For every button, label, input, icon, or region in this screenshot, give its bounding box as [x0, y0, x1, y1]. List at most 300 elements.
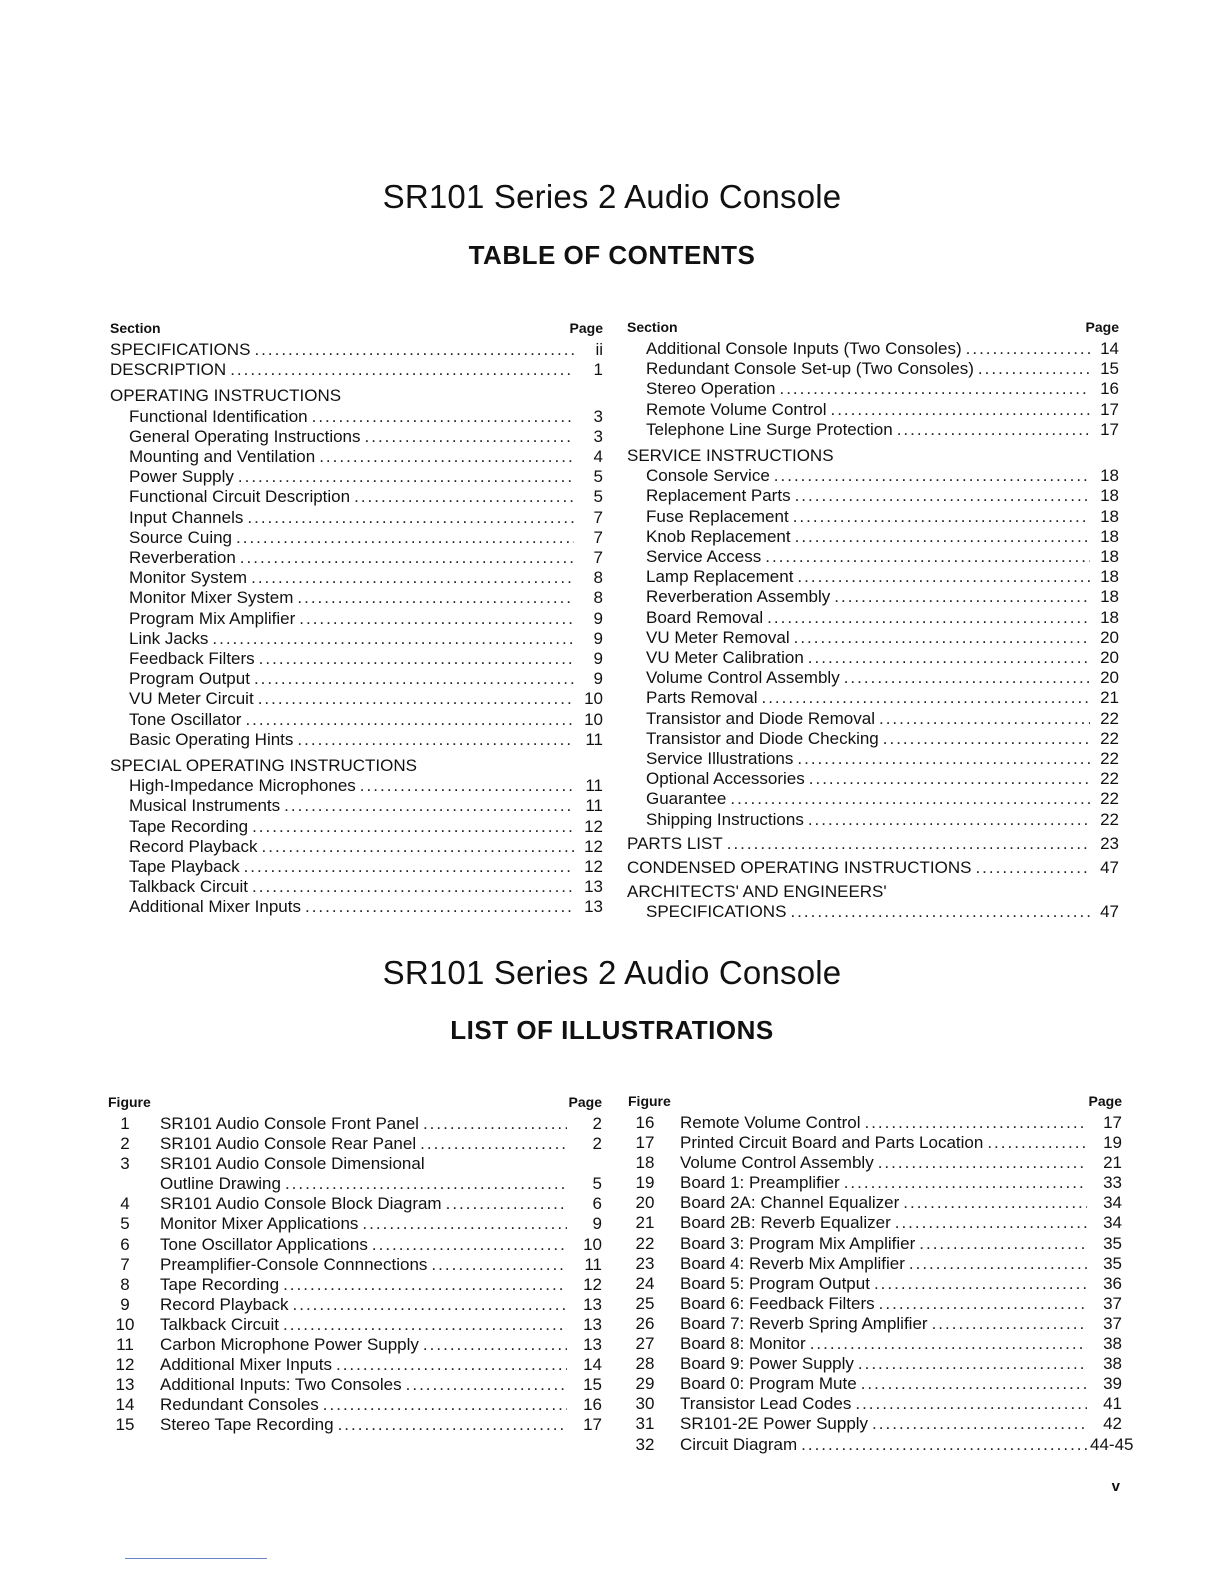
toc-entry	[110, 877, 603, 897]
figure-page: 17	[583, 1415, 602, 1435]
dot-leader	[362, 1214, 567, 1234]
toc-entry-title: SPECIAL OPERATING INSTRUCTIONS	[110, 756, 417, 776]
toc-entry-title: Stereo Operation	[646, 379, 776, 399]
toc-entry-title: ARCHITECTS' AND ENGINEERS'	[627, 882, 887, 902]
figure-page: 41	[1103, 1394, 1122, 1414]
figure-entry	[628, 1434, 1134, 1455]
toc-entry-page: 18	[1100, 547, 1119, 567]
dot-leader	[297, 730, 574, 750]
toc-entry-title: Additional Console Inputs (Two Consoles)	[646, 339, 962, 358]
dot-leader	[855, 1394, 1087, 1414]
dot-leader	[834, 587, 1090, 607]
figure-title: Volume Control Assembly	[680, 1153, 874, 1173]
figure-page: 9	[592, 1214, 602, 1234]
figure-number: 6	[120, 1234, 130, 1254]
dot-leader	[293, 1295, 567, 1315]
dot-leader	[874, 1274, 1087, 1294]
figure-number: 7	[120, 1254, 130, 1274]
toc-entry-page: 13	[584, 897, 603, 917]
figure-entry	[108, 1295, 602, 1315]
dot-leader	[727, 834, 1090, 854]
dot-leader	[919, 1234, 1087, 1254]
figure-page: 33	[1103, 1173, 1122, 1193]
toc-entry-title: Program Output	[129, 669, 250, 689]
figure-page: 13	[583, 1314, 602, 1334]
dot-leader	[283, 1275, 567, 1295]
toc-entry	[110, 568, 603, 588]
toc-entry-page: 20	[1100, 627, 1119, 647]
illustrations-heading: LIST OF ILLUSTRATIONS	[450, 1015, 774, 1045]
toc-left-column	[110, 320, 603, 918]
figure-number: 1	[120, 1114, 130, 1133]
toc-entry-page: 3	[593, 406, 603, 426]
dot-leader	[797, 567, 1090, 587]
toc-entry	[110, 407, 603, 427]
figure-page: 36	[1103, 1273, 1122, 1293]
toc-entry-title: Tone Oscillator	[129, 709, 242, 729]
toc-entry-title: VU Meter Removal	[646, 627, 790, 647]
dot-leader	[872, 1414, 1087, 1434]
dot-leader	[244, 857, 574, 877]
dot-leader	[240, 548, 574, 568]
toc-entry-title: High-Impedance Microphones	[129, 776, 356, 796]
toc-entry	[110, 837, 603, 857]
toc-entry	[110, 689, 603, 709]
dot-leader	[794, 628, 1090, 648]
toc-entry-title: Record Playback	[129, 836, 258, 856]
dot-leader	[284, 796, 574, 816]
figure-page: 14	[583, 1355, 602, 1375]
dot-leader	[779, 379, 1090, 399]
toc-entry-title: Guarantee	[646, 789, 727, 809]
toc-entry-title: Tape Recording	[129, 816, 249, 836]
toc-entry	[627, 668, 1119, 688]
figure-page: 34	[1103, 1193, 1122, 1213]
page-label: Page	[568, 1094, 602, 1110]
toc-entry-title: Source Cuing	[129, 527, 233, 547]
dot-leader	[861, 1374, 1087, 1394]
toc-entry-page: 10	[584, 689, 603, 709]
toc-entry-page: 20	[1100, 648, 1119, 668]
figure-number: 21	[635, 1213, 655, 1233]
toc-entry-page: 22	[1100, 809, 1119, 829]
toc-entry-page: 22	[1100, 749, 1119, 769]
page-label: Page	[1088, 1093, 1122, 1109]
figure-page: 35	[1103, 1253, 1122, 1273]
toc-entry-title: Basic Operating Hints	[129, 729, 294, 749]
figure-number: 22	[635, 1233, 655, 1253]
toc-entry-title: Input Channels	[129, 507, 244, 527]
dot-leader	[883, 729, 1090, 749]
figure-entry	[628, 1234, 1122, 1254]
dot-leader	[305, 897, 574, 917]
toc-entry-title: Additional Mixer Inputs	[129, 897, 301, 917]
figure-entry	[628, 1354, 1122, 1374]
toc-entry-title: Shipping Instructions	[646, 809, 804, 829]
figure-number: 14	[115, 1395, 135, 1415]
toc-entry	[110, 528, 603, 548]
dot-leader	[258, 689, 574, 709]
toc-entry-page: 7	[593, 507, 603, 527]
toc-entry	[627, 466, 1119, 486]
toc-entry	[627, 834, 1119, 854]
figure-entry	[628, 1193, 1122, 1213]
dot-leader	[360, 776, 574, 796]
illustrations-right-list	[628, 1113, 1134, 1455]
figure-number: 8	[120, 1274, 130, 1294]
toc-entry-page: 16	[1100, 379, 1119, 399]
dot-leader	[808, 648, 1090, 668]
toc-entry-page: 18	[1100, 466, 1119, 486]
figure-entry	[628, 1113, 1122, 1133]
figure-entry	[108, 1355, 602, 1375]
figure-page: 21	[1103, 1153, 1122, 1173]
footer-rule	[125, 1558, 267, 1559]
toc-entry-page: 12	[584, 836, 603, 856]
dot-leader	[765, 547, 1090, 567]
figure-page: 2	[592, 1134, 602, 1154]
dot-leader	[978, 359, 1090, 379]
figure-title: Board 6: Feedback Filters	[680, 1293, 875, 1313]
figure-entry	[628, 1414, 1122, 1434]
figure-entry	[108, 1275, 602, 1295]
toc-entry	[110, 649, 603, 669]
toc-entry-page: 8	[593, 588, 603, 608]
toc-entry	[627, 749, 1119, 769]
toc-entry-page: 18	[1100, 526, 1119, 546]
figure-page: 39	[1103, 1374, 1122, 1394]
figure-number: 11	[116, 1335, 134, 1355]
figure-title: SR101 Audio Console Block Diagram	[160, 1194, 442, 1214]
figure-page: 12	[583, 1274, 602, 1294]
dot-leader	[423, 1114, 567, 1134]
figure-title: Record Playback	[160, 1294, 289, 1314]
toc-entry-page: 20	[1100, 668, 1119, 688]
figure-title: Monitor Mixer Applications	[160, 1214, 359, 1234]
toc-entry-title: Remote Volume Control	[646, 399, 827, 419]
dot-leader	[312, 407, 574, 427]
toc-entry-page: 3	[593, 426, 603, 446]
figure-title: Preamplifier-Console Connnections	[160, 1254, 428, 1274]
figure-number: 24	[635, 1273, 655, 1293]
toc-entry-title: VU Meter Calibration	[646, 648, 804, 668]
page-label: Page	[569, 320, 603, 336]
dot-leader	[283, 1315, 567, 1335]
figure-entry	[628, 1173, 1122, 1193]
figure-number: 3	[120, 1154, 130, 1174]
figure-page: 16	[583, 1395, 602, 1415]
figure-number: 13	[115, 1375, 135, 1395]
figure-page: 35	[1103, 1233, 1122, 1253]
dot-leader	[903, 1193, 1087, 1213]
figure-title: SR101 Audio Console Rear Panel	[160, 1134, 417, 1154]
figure-label: Figure	[628, 1093, 671, 1109]
toc-entry-page: 22	[1100, 708, 1119, 728]
figure-label: Figure	[108, 1094, 151, 1110]
dot-leader	[285, 1174, 567, 1194]
toc-right-column	[627, 319, 1119, 923]
toc-entry	[110, 609, 603, 629]
section-label: Section	[627, 319, 678, 335]
dot-leader	[252, 877, 574, 897]
figure-number: 17	[635, 1133, 655, 1153]
figure-page: 37	[1103, 1293, 1122, 1313]
figure-title: Board 2B: Reverb Equalizer	[680, 1213, 891, 1233]
toc-entry	[627, 587, 1119, 607]
figure-title: SR101-2E Power Supply	[680, 1414, 869, 1434]
dot-leader	[879, 1294, 1087, 1314]
toc-entry-page: 9	[593, 608, 603, 628]
dot-leader	[844, 668, 1090, 688]
toc-entry-page: 17	[1100, 419, 1119, 439]
figure-title: Board 7: Reverb Spring Amplifier	[680, 1313, 928, 1333]
toc-entry-title: Monitor Mixer System	[129, 588, 294, 608]
toc-entry-title: Functional Circuit Description	[129, 487, 351, 507]
figure-page: 19	[1103, 1133, 1122, 1153]
toc-entry	[110, 588, 603, 608]
figure-title: Carbon Microphone Power Supply	[160, 1335, 419, 1355]
figure-title: SR101 Audio Console Dimensional	[160, 1154, 425, 1174]
dot-leader	[259, 649, 574, 669]
dot-leader	[431, 1255, 567, 1275]
figure-entry	[108, 1315, 602, 1335]
toc-entry	[627, 810, 1119, 830]
toc-entry-title: DESCRIPTION	[110, 360, 227, 380]
figure-number: 23	[635, 1253, 655, 1273]
toc-entry-page: 13	[584, 877, 603, 897]
dot-leader	[254, 669, 574, 689]
toc-heading: TABLE OF CONTENTS	[468, 240, 756, 270]
figure-number: 25	[635, 1293, 655, 1313]
dot-leader	[245, 710, 574, 730]
toc-entry	[110, 710, 603, 730]
toc-entry-page: 18	[1100, 486, 1119, 506]
toc-entry	[627, 527, 1119, 547]
toc-entry	[627, 379, 1119, 399]
dot-leader	[844, 1173, 1087, 1193]
toc-left-list	[110, 340, 603, 918]
toc-entry-title: Monitor System	[129, 568, 248, 588]
figure-title: Board 4: Reverb Mix Amplifier	[680, 1253, 905, 1273]
dot-leader	[810, 1334, 1087, 1354]
figure-number: 9	[120, 1294, 130, 1314]
figure-title: Board 3: Program Mix Amplifier	[680, 1233, 916, 1253]
toc-entry	[627, 567, 1119, 587]
figure-number: 19	[635, 1173, 655, 1193]
figure-title: Board 8: Monitor	[680, 1334, 806, 1354]
dot-leader	[251, 568, 574, 588]
toc-entry-title: Mounting and Ventilation	[129, 447, 316, 467]
toc-entry-title: SPECIFICATIONS	[110, 340, 251, 359]
figure-title: Outline Drawing	[160, 1174, 281, 1194]
dot-leader	[446, 1194, 567, 1214]
figure-title: Transistor Lead Codes	[680, 1394, 852, 1414]
dot-leader	[406, 1375, 567, 1395]
figure-entry	[108, 1214, 602, 1234]
toc-entry	[110, 629, 603, 649]
toc-entry-page: 18	[1100, 607, 1119, 627]
figure-page: 38	[1103, 1354, 1122, 1374]
toc-entry-page: 47	[1100, 902, 1119, 922]
figure-number: 30	[635, 1394, 655, 1414]
toc-entry	[627, 789, 1119, 809]
figure-title: Board 2A: Channel Equalizer	[680, 1193, 900, 1213]
figure-entry	[628, 1294, 1122, 1314]
toc-entry	[110, 796, 603, 816]
dot-leader	[354, 487, 574, 507]
toc-entry-title: OPERATING INSTRUCTIONS	[110, 386, 342, 406]
dot-leader	[297, 588, 574, 608]
toc-entry	[627, 882, 1119, 902]
toc-entry-page: 10	[584, 709, 603, 729]
dot-leader	[212, 629, 574, 649]
toc-entry-title: VU Meter Circuit	[129, 689, 254, 709]
dot-leader	[793, 507, 1090, 527]
toc-right-column-header	[627, 319, 1119, 339]
figure-page: 34	[1103, 1213, 1122, 1233]
toc-entry-title: Parts Removal	[646, 688, 758, 708]
figure-entry	[628, 1133, 1122, 1153]
dot-leader	[795, 486, 1090, 506]
figure-number: 16	[635, 1113, 655, 1132]
figure-number: 4	[120, 1194, 130, 1214]
toc-entry-title: Musical Instruments	[129, 796, 281, 816]
toc-entry	[110, 756, 603, 776]
figure-entry	[108, 1174, 602, 1194]
figure-entry	[108, 1114, 602, 1134]
dot-leader	[797, 749, 1090, 769]
toc-title: SR101 Series 2 Audio Console	[382, 178, 842, 215]
figure-entry	[108, 1134, 602, 1154]
figure-page: 10	[583, 1234, 602, 1254]
figure-page: 13	[583, 1335, 602, 1355]
toc-entry-page: 15	[1100, 359, 1119, 379]
dot-leader	[238, 467, 574, 487]
dot-leader	[795, 527, 1090, 547]
page-label: Page	[1085, 319, 1119, 335]
toc-entry-page: 12	[584, 857, 603, 877]
figure-page: 2	[592, 1114, 602, 1133]
toc-entry	[627, 709, 1119, 729]
toc-entry	[110, 340, 603, 360]
toc-entry	[110, 669, 603, 689]
dot-leader	[878, 1153, 1087, 1173]
toc-entry-page: 11	[585, 729, 603, 749]
dot-leader	[230, 360, 574, 380]
toc-entry-title: Lamp Replacement	[646, 567, 794, 587]
figure-page: 5	[592, 1174, 602, 1194]
toc-entry	[110, 897, 603, 917]
illustrations-left-list	[108, 1114, 602, 1436]
toc-entry	[627, 486, 1119, 506]
dot-leader	[932, 1314, 1087, 1334]
toc-entry-title: Power Supply	[129, 467, 234, 487]
figure-page: 13	[583, 1294, 602, 1314]
toc-entry-title: Program Mix Amplifier	[129, 608, 296, 628]
figure-page: 42	[1103, 1414, 1122, 1434]
figure-entry	[628, 1334, 1122, 1354]
figure-entry	[628, 1153, 1122, 1173]
dot-leader	[858, 1354, 1087, 1374]
figure-number: 18	[635, 1153, 655, 1173]
toc-entry	[627, 608, 1119, 628]
dot-leader	[319, 447, 574, 467]
dot-leader	[975, 858, 1090, 878]
toc-entry-page: 18	[1100, 506, 1119, 526]
toc-entry-page: 7	[593, 527, 603, 547]
section-label: Section	[110, 320, 161, 336]
toc-entry-page: 22	[1100, 769, 1119, 789]
figure-entry	[108, 1395, 602, 1415]
dot-leader	[774, 466, 1090, 486]
toc-entry-title: Service Access	[646, 547, 762, 567]
illustrations-left-column-header	[108, 1094, 602, 1114]
figure-number: 5	[120, 1214, 130, 1234]
figure-page: 11	[584, 1254, 602, 1274]
toc-entry-title: SERVICE INSTRUCTIONS	[627, 446, 834, 466]
figure-title: Additional Mixer Inputs	[160, 1355, 332, 1375]
toc-entry-page: 9	[593, 628, 603, 648]
figure-page: 17	[1103, 1113, 1122, 1132]
toc-entry-title: CONDENSED OPERATING INSTRUCTIONS	[627, 858, 972, 878]
figure-title: Talkback Circuit	[160, 1314, 280, 1334]
toc-entry	[627, 547, 1119, 567]
figure-title: Redundant Consoles	[160, 1395, 319, 1415]
illustrations-right-column	[628, 1093, 1134, 1455]
dot-leader	[254, 340, 574, 360]
toc-entry-page: 22	[1100, 728, 1119, 748]
toc-entry-page: 17	[1100, 399, 1119, 419]
toc-entry-title: SPECIFICATIONS	[646, 902, 787, 922]
toc-entry	[110, 427, 603, 447]
dot-leader	[790, 902, 1090, 922]
figure-entry	[628, 1274, 1122, 1294]
figure-entry	[108, 1154, 602, 1174]
toc-entry	[110, 467, 603, 487]
figure-entry	[108, 1235, 602, 1255]
figure-title: Circuit Diagram	[680, 1434, 798, 1454]
figure-page: 6	[592, 1194, 602, 1214]
toc-entry-title: Console Service	[646, 466, 770, 486]
toc-entry	[110, 776, 603, 796]
toc-entry-page: 14	[1100, 339, 1119, 358]
toc-entry-page: 18	[1100, 587, 1119, 607]
dot-leader	[864, 1113, 1087, 1133]
dot-leader	[987, 1133, 1087, 1153]
figure-page: 37	[1103, 1313, 1122, 1333]
dot-leader	[767, 608, 1090, 628]
toc-entry-title: Reverberation Assembly	[646, 587, 831, 607]
dot-leader	[338, 1415, 567, 1435]
toc-entry	[627, 648, 1119, 668]
toc-entry-title: Volume Control Assembly	[646, 668, 840, 688]
toc-entry-page: 11	[585, 776, 603, 796]
toc-entry-title: Knob Replacement	[646, 526, 791, 546]
toc-entry-title: Replacement Parts	[646, 486, 791, 506]
toc-entry-title: Optional Accessories	[646, 769, 805, 789]
toc-entry-title: Board Removal	[646, 607, 764, 627]
dot-leader	[879, 709, 1090, 729]
figure-title: Stereo Tape Recording	[160, 1415, 334, 1435]
toc-entry	[627, 400, 1119, 420]
dot-leader	[247, 508, 574, 528]
toc-entry-page: 5	[593, 487, 603, 507]
toc-entry-page: 1	[593, 360, 603, 380]
dot-leader	[372, 1235, 567, 1255]
toc-entry	[627, 902, 1119, 922]
toc-entry-title: Telephone Line Surge Protection	[646, 419, 893, 439]
toc-right-list	[627, 339, 1119, 923]
